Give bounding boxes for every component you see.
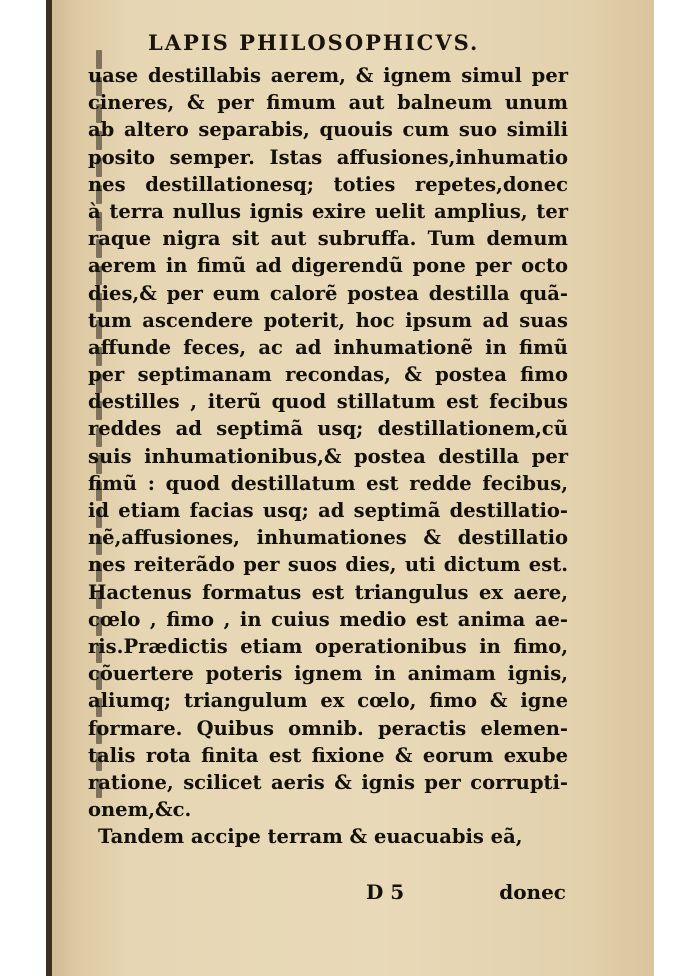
text-line: nes destillationesq; toties repetes,donec: [88, 172, 568, 196]
text-line: Tandem accipe terram & euacuabis eã,: [98, 825, 523, 849]
text-line: nes reiterãdo per suos dies, uti dictum est.: [88, 553, 568, 577]
signature-mark: D 5: [366, 880, 405, 904]
text-line: fimũ : quod destillatum est redde fecibus,: [88, 471, 568, 495]
text-line: formare. Quibus omnib. peractis elemen-: [88, 716, 568, 740]
text-line: Hactenus formatus est triangulus ex aere,: [88, 580, 568, 604]
text-line: uase destillabis aerem, & ignem simul per: [88, 64, 568, 87]
text-line: cõuertere poteris ignem in animam ignis,: [88, 662, 568, 686]
text-line: raque nigra sit aut subruffa. Tum demum: [88, 227, 568, 251]
text-line: posito semper. Istas affusiones,inhumatio: [88, 145, 568, 169]
running-header: LAPIS PHILOSOPHICVS.: [148, 30, 480, 55]
text-line: talis rota finita est fixione & eorum exube: [88, 743, 568, 767]
text-line: ratione, scilicet aeris & ignis per corrupti-: [88, 770, 568, 794]
text-line: aliumq; triangulum ex cœlo, fimo & igne: [88, 689, 568, 713]
text-line: nẽ,affusiones, inhumationes & destillatio: [88, 526, 568, 550]
text-line: cineres, & per fimum aut balneum unum: [88, 91, 568, 115]
text-line: per septimanam recondas, & postea fimo: [88, 363, 568, 387]
text-line: à terra nullus ignis exire uelit amplius, ter: [88, 199, 568, 223]
text-line: onem,&c.: [88, 798, 192, 822]
text-line: aerem in fimũ ad digerendũ pone per octo: [88, 254, 568, 278]
catchword: donec: [499, 880, 566, 904]
text-line: ab altero separabis, quouis cum suo simili: [88, 118, 568, 142]
text-line: id etiam facias usq; ad septimã destillatio-: [88, 499, 568, 522]
text-line: cœlo , fimo , in cuius medio est anima ae-: [88, 607, 568, 631]
text-line: dies,& per eum calorẽ postea destilla quã-: [88, 281, 568, 305]
body-text: [88, 62, 568, 850]
text-line: ris.Prædictis etiam operationibus in fimo,: [88, 634, 568, 658]
page-footer: [366, 880, 566, 910]
text-line: destilles , iterũ quod stillatum est fecibus: [88, 390, 568, 414]
text-line: tum ascendere poterit, hoc ipsum ad suas: [88, 308, 568, 332]
text-line: affunde feces, ac ad inhumationẽ in fimũ: [88, 335, 568, 359]
text-line: suis inhumationibus,& postea destilla per: [88, 444, 568, 468]
text-line: reddes ad septimã usq; destillationem,cũ: [88, 417, 568, 441]
